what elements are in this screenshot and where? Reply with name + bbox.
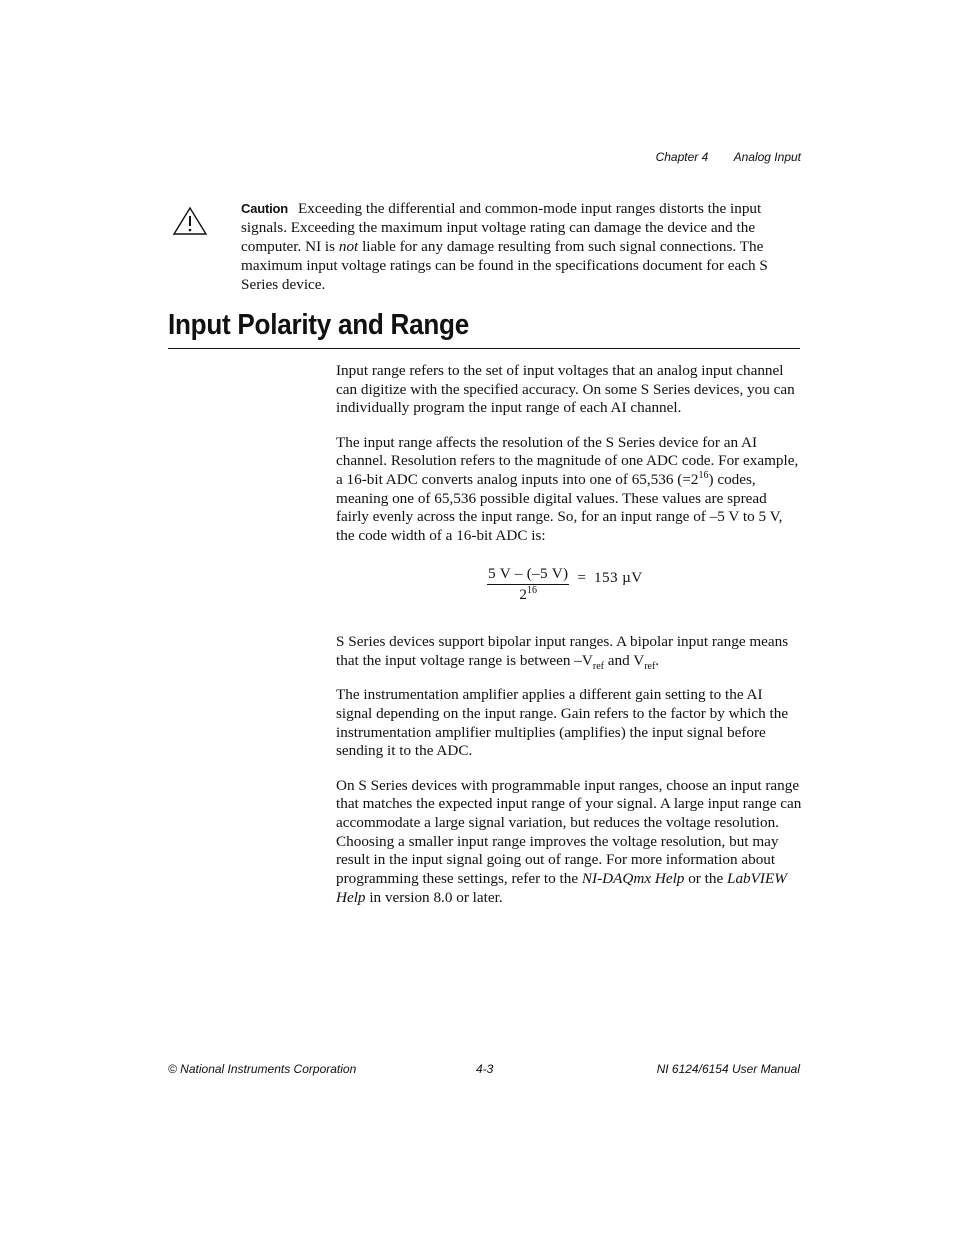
paragraph-resolution: The input range affects the resolution of the S Series device for an AI channel. Resolution refers to the magnitude of one ADC code. For example, a 16-bit ADC converts analog inputs into one of 65,536 $(=2^{16})$ codes, meaning one of 65,536 possible digital values. These values are spread fairly evenly across the input range. So, for an input range of –5 V to 5 V, the code width of a 16-bit ADC is: [336, 433, 799, 545]
caution-text-emphasis: not [338, 237, 359, 255]
paragraph-bipolar: S Series devices support bipolar input ranges. A bipolar input range means that the input voltage range is between $-V_{ref}$ and $V_{ref}$. [336, 633, 789, 673]
equation-fraction [487, 565, 569, 604]
equation-denominator: $2^{16}$ [519, 584, 537, 603]
body-text [336, 362, 802, 923]
caution-note [241, 200, 801, 295]
title-rule [168, 348, 800, 349]
paragraph-input-range: Input range refers to the set of input voltages that an analog input channel can digitize with the specified accuracy. On some S Series devices, you can individually program the input range of each AI channel. [336, 362, 795, 417]
header-section: Analog Input [733, 150, 801, 164]
section-title: Input Polarity and Range [168, 309, 469, 341]
caution-text-1: Exceeding the differential and common-mode input ranges distorts the input signals. Exceeding the maximum input voltage rating can damage the device and the computer. NI is [241, 200, 762, 255]
reference-nidaqmx-help: NI-DAQmx Help [581, 870, 685, 888]
equation-equals: = [577, 569, 586, 586]
paragraph-gain: The instrumentation amplifier applies a different gain setting to the AI signal depending on the input range. Gain refers to the factor by which the instrumentation amplifier multiplies (amplifies) the input signal before sending it to the ADC. [336, 686, 789, 760]
equation-result: 153 µV [593, 569, 643, 586]
reference-labview-help: LabVIEW Help [336, 870, 787, 906]
header-chapter: Chapter 4 [655, 150, 709, 164]
footer-copyright: © National Instruments Corporation [168, 1062, 357, 1076]
paragraph-programmable: On S Series devices with programmable input ranges, choose an input range that matches the expected input range of your signal. A large input range can accommodate a large signal variation, but reduces the voltage resolution. Choosing a smaller input range improves the voltage resolution, but may result in the input signal going out of range. For more information about programming these settings, refer to the NI-DAQmx Help or the LabVIEW Help in version 8.0 or later. [336, 776, 802, 906]
equation-numerator: 5 V – (–5 V) [487, 565, 569, 585]
running-header [656, 150, 801, 164]
footer-manual-title: NI 6124/6154 User Manual [656, 1062, 800, 1076]
warning-triangle-icon [172, 206, 208, 236]
caution-text-2: liable for any damage resulting from such signal connections. The maximum input voltage ratings can be found in the specifications document for each S Series device. [241, 237, 768, 293]
caution-label: Caution [241, 201, 288, 216]
footer-page-number: 4-3 [476, 1062, 494, 1076]
code-width-equation [487, 565, 643, 604]
